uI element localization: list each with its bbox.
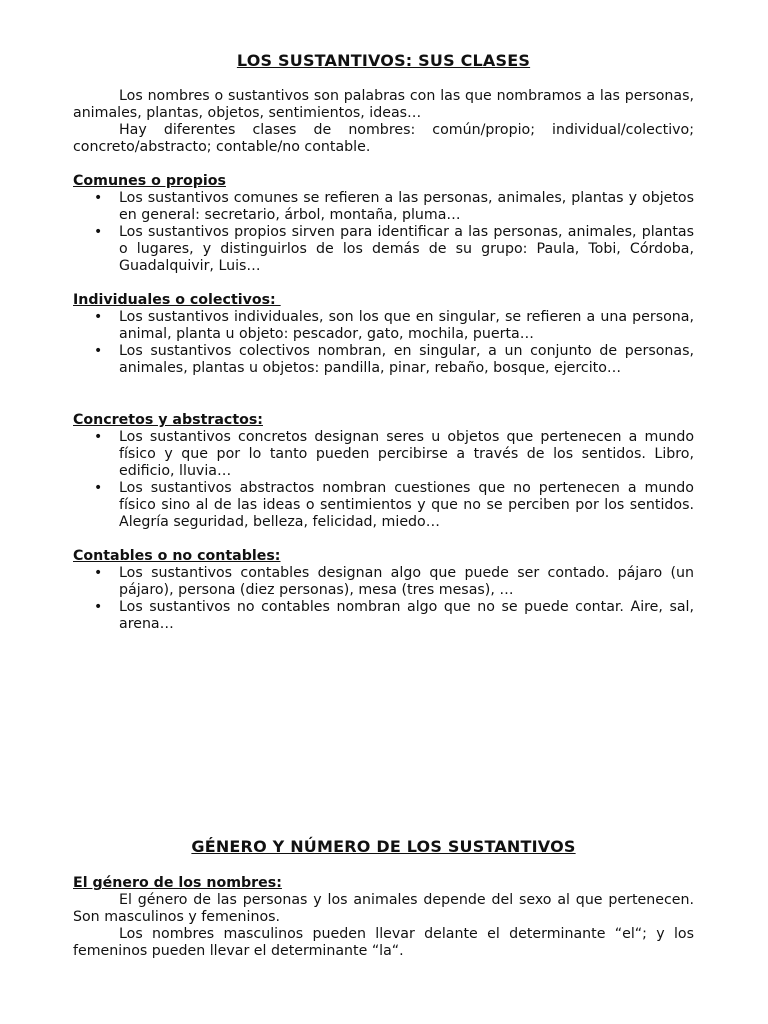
bullet-icon: • [94, 190, 103, 206]
list-item [73, 599, 694, 633]
list-item [73, 224, 694, 275]
bullet-icon: • [94, 480, 103, 496]
bullet-list [73, 190, 694, 275]
list-item [73, 565, 694, 599]
bullet-text: Los sustantivos contables designan algo que puede ser contado. pájaro (un pájaro), persona (diez personas), mesa (tres mesas), … [119, 565, 694, 598]
list-item [73, 480, 694, 531]
bullet-list [73, 565, 694, 633]
bullet-icon: • [94, 309, 103, 325]
section-individuales-colectivos [73, 292, 694, 377]
section-heading: Contables o no contables: [73, 548, 281, 564]
list-item [73, 190, 694, 224]
bullet-icon: • [94, 599, 103, 615]
section-heading: Comunes o propios [73, 173, 226, 189]
bullet-text: Los sustantivos propios sirven para identificar a las personas, animales, plantas o lugares, y distinguirlos de los demás de su grupo: Paula, Tobi, Córdoba, Guadalquivir, Luis… [119, 224, 694, 274]
bullet-icon: • [94, 429, 103, 445]
bullet-icon: • [94, 565, 103, 581]
bullet-text: Los sustantivos colectivos nombran, en singular, a un conjunto de personas, animales, plantas u objetos: pandilla, pinar, rebaño, bosque, ejercito… [119, 343, 694, 376]
bullet-text: Los sustantivos concretos designan seres u objetos que pertenecen a mundo físico y que por lo tanto pueden percibirse a través de los sentidos. Libro, edificio, lluvia… [119, 429, 694, 479]
gender-paragraph: Los nombres masculinos pueden llevar delante el determinante “el“; y los femeninos pueden llevar el determinante “la“. [73, 926, 694, 959]
section-comunes-propios [73, 173, 694, 275]
bullet-list [73, 309, 694, 377]
list-item [73, 309, 694, 343]
list-item [73, 343, 694, 377]
section-heading: El género de los nombres: [73, 875, 282, 891]
section-concretos-abstractos [73, 412, 694, 531]
bullet-list [73, 429, 694, 531]
intro-paragraph: Los nombres o sustantivos son palabras con las que nombramos a las personas, animales, plantas, objetos, sentimientos, ideas… [73, 88, 694, 121]
bullet-text: Los sustantivos abstractos nombran cuestiones que no pertenecen a mundo físico sino al de las ideas o sentimientos y que no se perciben por los sentidos. Alegría seguridad, belleza, felicidad, miedo… [119, 480, 694, 530]
bullet-text: Los sustantivos individuales, son los que en singular, se refieren a una persona, animal, planta u objeto: pescador, gato, mochila, puerta… [119, 309, 694, 342]
section-contables [73, 548, 694, 633]
gender-paragraph: El género de las personas y los animales depende del sexo al que pertenecen. Son masculinos y femeninos. [73, 892, 694, 925]
section-heading: Individuales o colectivos: [73, 292, 281, 308]
gender-section [73, 875, 694, 960]
section-title: GÉNERO Y NÚMERO DE LOS SUSTANTIVOS [191, 837, 576, 856]
bullet-icon: • [94, 224, 103, 240]
intro-block [73, 88, 694, 156]
page-title: LOS SUSTANTIVOS: SUS CLASES [236, 51, 531, 70]
list-item [73, 429, 694, 480]
bullet-text: Los sustantivos comunes se refieren a las personas, animales, plantas y objetos en general: secretario, árbol, montaña, pluma… [119, 190, 694, 223]
bullet-text: Los sustantivos no contables nombran algo que no se puede contar. Aire, sal, arena… [119, 599, 694, 632]
bullet-icon: • [94, 343, 103, 359]
intro-paragraph: Hay diferentes clases de nombres: común/propio; individual/colectivo; concreto/abstracto; contable/no contable. [73, 122, 694, 155]
section-heading: Concretos y abstractos: [73, 412, 263, 428]
